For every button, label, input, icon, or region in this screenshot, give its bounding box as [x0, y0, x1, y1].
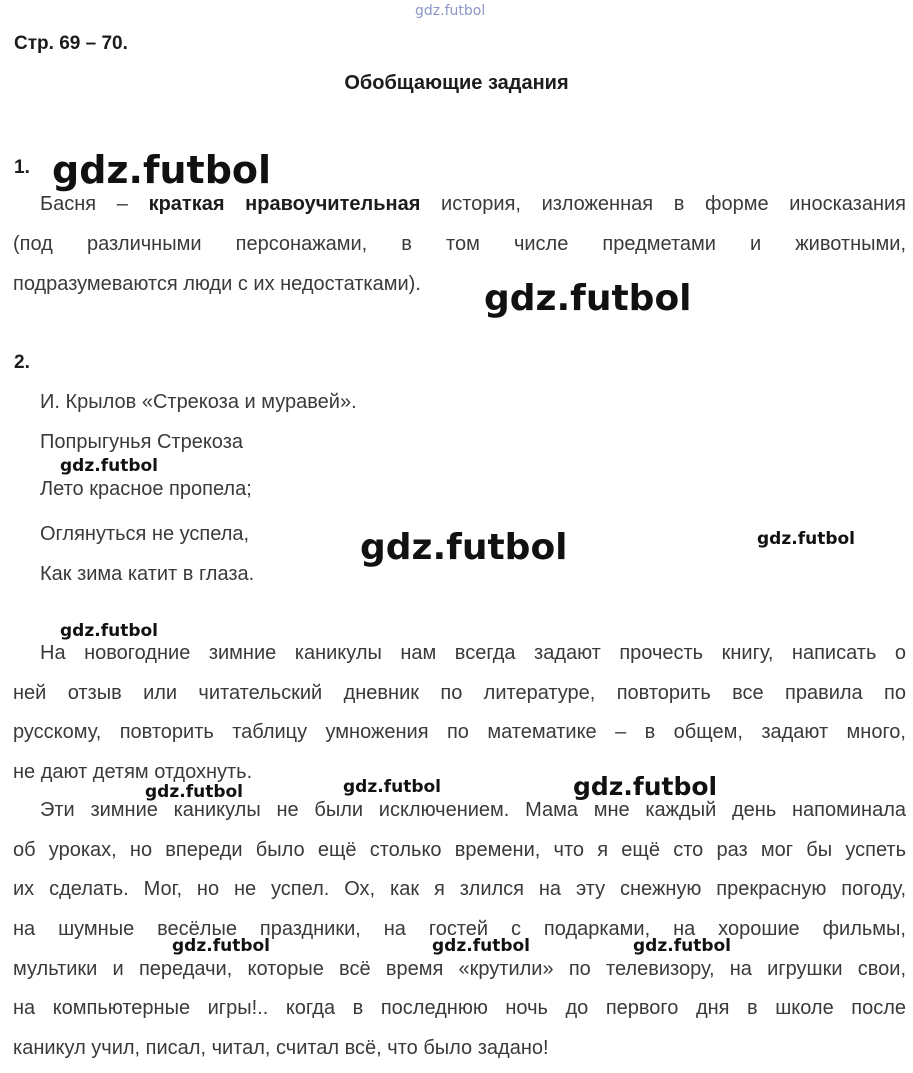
- essay-line: их сделать. Мог, но не успел. Ох, как я злился на эту снежную прекрасную погоду,: [13, 878, 906, 900]
- poem-line: Как зима катит в глаза.: [40, 563, 255, 585]
- essay-line: не дают детям отдохнуть.: [13, 761, 253, 783]
- task-1-line-2: (под различными персонажами, в том числе предметами и животными,: [13, 233, 906, 255]
- page-reference: Стр. 69 – 70.: [14, 33, 128, 54]
- page-title: Обобщающие задания: [344, 72, 569, 94]
- watermark: gdz.futbol: [432, 936, 530, 956]
- task-1-number: 1.: [14, 157, 30, 178]
- essay-line: на компьютерные игры!.. когда в последнюю ночь до первого дня в школе после: [13, 997, 906, 1019]
- watermark: gdz.futbol: [172, 936, 270, 956]
- poem-line: Оглянуться не успела,: [40, 523, 250, 545]
- essay-line: мультики и передачи, которые всё время «крутили» по телевизору, на игрушки свои,: [13, 958, 906, 980]
- watermark: gdz.futbol: [60, 456, 158, 476]
- watermark: gdz.futbol: [484, 278, 692, 319]
- essay-line: русскому, повторить таблицу умножения по математике – в общем, задают много,: [13, 721, 906, 743]
- task-2-number: 2.: [14, 352, 30, 373]
- watermark-top: gdz.futbol: [415, 3, 486, 19]
- watermark: gdz.futbol: [757, 529, 855, 549]
- watermark: gdz.futbol: [145, 782, 243, 802]
- task-1-line-1: [40, 193, 906, 216]
- definition-end: история, изложенная в форме иносказания: [441, 193, 906, 215]
- essay-line: каникул учил, писал, читал, считал всё, что было задано!: [13, 1037, 549, 1059]
- essay-line: об уроках, но впереди было ещё столько времени, что я ещё сто раз мог бы успеть: [13, 839, 906, 861]
- watermark: gdz.futbol: [60, 621, 158, 641]
- watermark: gdz.futbol: [573, 772, 718, 801]
- watermark: gdz.futbol: [52, 148, 272, 192]
- poem-line: Попрыгунья Стрекоза: [40, 431, 243, 453]
- poem-source: И. Крылов «Стрекоза и муравей».: [40, 391, 357, 413]
- definition-bold-term: краткая нравоучительная: [148, 193, 421, 215]
- essay-line: Эти зимние каникулы не были исключением. Мама мне каждый день напоминала: [40, 799, 906, 821]
- task-1-line-3: подразумеваются люди с их недостатками).: [13, 273, 421, 295]
- essay-line: на шумные весёлые праздники, на гостей с подарками, на хорошие фильмы,: [13, 918, 906, 940]
- essay-line: На новогодние зимние каникулы нам всегда задают прочесть книгу, написать о: [40, 642, 906, 664]
- watermark: gdz.futbol: [360, 527, 568, 568]
- watermark: gdz.futbol: [633, 936, 731, 956]
- definition-start: Басня –: [40, 193, 128, 215]
- poem-line: Лето красное пропела;: [40, 478, 252, 500]
- watermark: gdz.futbol: [343, 777, 441, 797]
- essay-line: ней отзыв или читательский дневник по литературе, повторить все правила по: [13, 682, 906, 704]
